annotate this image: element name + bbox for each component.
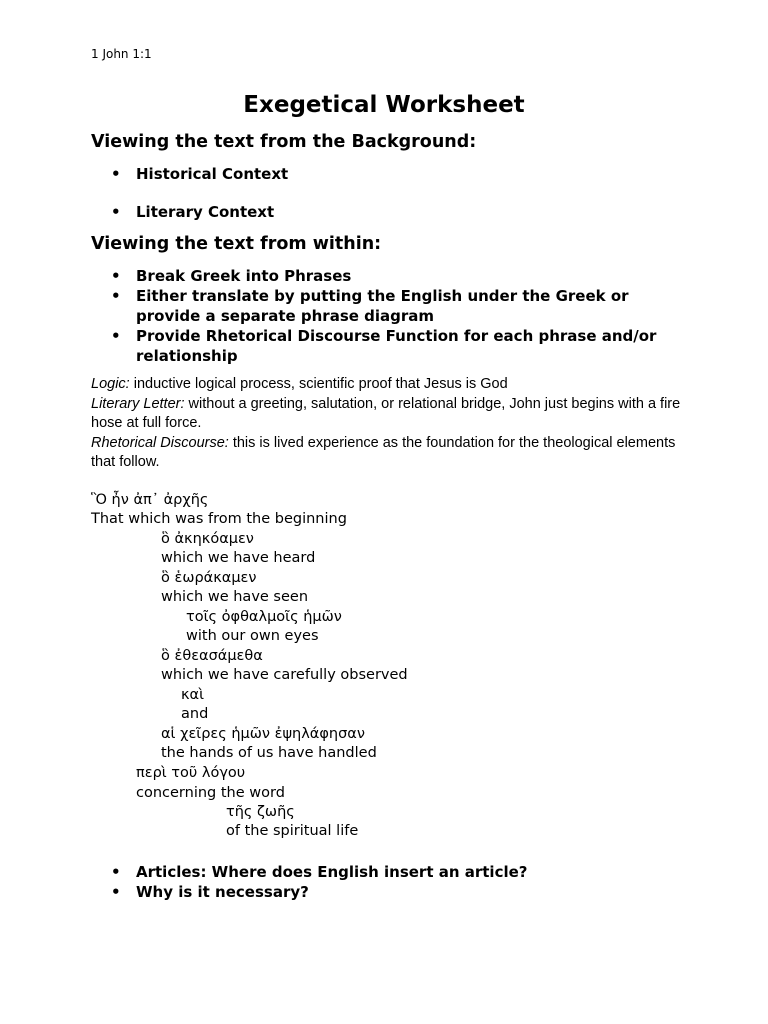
- rhetoric-note: [91, 434, 691, 473]
- list-item: • Historical Context: [91, 164, 711, 184]
- list-item: • Literary Context: [91, 202, 711, 222]
- page-title: Exegetical Worksheet: [243, 92, 525, 118]
- english-phrase: which we have heard: [161, 550, 316, 566]
- greek-phrase: ὃ ἀκηκόαμεν: [161, 531, 254, 547]
- english-phrase: with our own eyes: [186, 628, 319, 644]
- list-item: • Provide Rhetorical Discourse Function for each phrase and/or relationship: [91, 326, 671, 366]
- logic-text: inductive logical process, scientific proof that Jesus is God: [129, 376, 508, 392]
- english-phrase: That which was from the beginning: [91, 511, 347, 527]
- english-phrase: which we have carefully observed: [161, 667, 408, 683]
- letter-text: without a greeting, salutation, or relational bridge, John just begins with a fire hose at full force.: [91, 395, 681, 431]
- letter-note: [91, 395, 691, 434]
- greek-phrase: ὃ ἑωράκαμεν: [161, 570, 257, 586]
- english-phrase: the hands of us have handled: [161, 745, 377, 761]
- greek-phrase: ὃ ἐθεασάμεθα: [161, 648, 263, 664]
- rhetoric-label: Rhetorical Discourse:: [91, 434, 229, 451]
- list-item: • Break Greek into Phrases: [91, 266, 671, 286]
- within-section-heading: Viewing the text from within:: [91, 234, 382, 254]
- background-list: [91, 164, 711, 222]
- within-list: [91, 266, 671, 366]
- english-phrase: and: [181, 706, 209, 722]
- logic-note: [91, 375, 691, 395]
- articles-list: [91, 862, 711, 902]
- english-phrase: which we have seen: [161, 589, 309, 605]
- page-header-reference: 1 John 1:1: [91, 47, 152, 61]
- greek-phrase: αἱ χεῖρες ἡμῶν ἐψηλάφησαν: [161, 726, 365, 742]
- notes-block: [91, 375, 691, 473]
- logic-label: Logic:: [91, 376, 130, 392]
- greek-phrase: καὶ: [181, 687, 205, 703]
- background-section-heading: Viewing the text from the Background:: [91, 132, 477, 152]
- greek-phrase: τῆς ζωῆς: [226, 804, 295, 820]
- english-phrase: concerning the word: [136, 785, 285, 801]
- letter-label: Literary Letter:: [91, 395, 185, 412]
- list-item: • Why is it necessary?: [91, 882, 711, 902]
- list-item: • Either translate by putting the English under the Greek or provide a separate phrase diagram: [91, 286, 671, 326]
- greek-phrase: περὶ τοῦ λόγου: [136, 765, 246, 781]
- rhetoric-text: this is lived experience as the foundation for the theological elements that follow.: [91, 434, 676, 470]
- greek-phrase: Ὃ ἦν ἀπ᾽ ἀρχῆς: [91, 492, 209, 508]
- list-item: • Articles: Where does English insert an article?: [91, 862, 711, 882]
- english-phrase: of the spiritual life: [226, 823, 359, 839]
- greek-phrase: τοῖς ὀφθαλμοῖς ἡμῶν: [186, 609, 342, 625]
